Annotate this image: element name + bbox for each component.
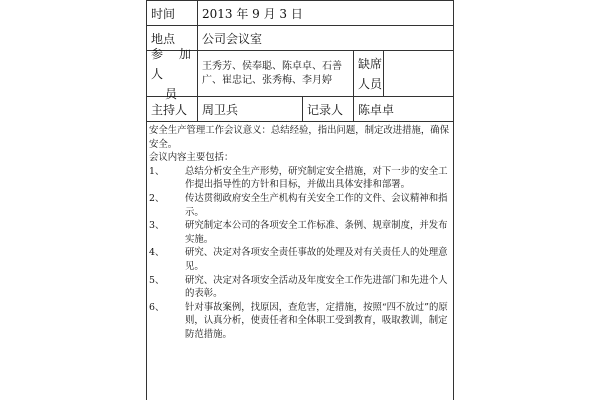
recorder-label-cell (303, 97, 354, 121)
time-value: 2013 年 9 月 3 日 (202, 6, 303, 21)
agenda-item-text: 针对事故案例，找原因，查危害，定措施，按照“四不放过”的原则，认真分析，使责任者和全体职工受到教育，吸取教训，制定防范措施。 (185, 301, 448, 340)
agenda-item (149, 246, 451, 273)
attendees-label-line1: 参 加 人 (151, 46, 197, 81)
time-row (147, 0, 453, 26)
agenda-item (149, 192, 451, 219)
time-label-cell (147, 1, 198, 25)
agenda-item-text: 研究制定本公司的各项安全工作标准、条例、规章制度，并发布实施。 (185, 220, 448, 245)
host-value-cell (198, 97, 303, 121)
host-value: 周卫兵 (202, 102, 239, 117)
absent-label-line2: 人员 (358, 76, 383, 91)
time-value-cell (198, 1, 453, 25)
agenda-item (149, 219, 451, 246)
host-label-cell (147, 97, 198, 121)
place-value: 公司会议室 (202, 31, 263, 46)
attendees-row (147, 46, 453, 101)
agenda-item-number: 5、 (149, 274, 165, 286)
attendees-value-cell (198, 51, 354, 96)
attendees-label-line2: 员 (164, 86, 183, 101)
absent-label-line1: 缺席 (358, 56, 383, 71)
recorder-value-cell (354, 97, 453, 121)
agenda-item-text: 研究、决定对各项安全责任事故的处理及对有关责任人的处理意见。 (185, 247, 448, 272)
host-row (147, 97, 453, 122)
place-value-cell (198, 26, 453, 50)
recorder-label: 记录人 (307, 102, 344, 117)
agenda-item (149, 301, 451, 342)
meeting-significance: 安全生产管理工作会议意义：总结经验，指出问题，制定改进措施，确保安全。 (149, 125, 450, 150)
absent-value-cell (384, 51, 453, 96)
agenda-item-number: 4、 (149, 247, 165, 259)
agenda-item-number: 3、 (149, 220, 165, 232)
absent-label-cell (354, 51, 384, 96)
attendees-value: 王秀芳、侯奉聪、陈卓卓、石善广、崔忠记、张秀梅、李月婷 (202, 60, 342, 86)
place-label: 地点 (151, 31, 176, 46)
agenda-item (149, 165, 451, 192)
attendees-label-cell (147, 46, 198, 101)
agenda-item-number: 1、 (149, 165, 165, 177)
meeting-content (149, 124, 451, 342)
agenda-heading: 会议内容主要包括： (149, 152, 234, 164)
time-label: 时间 (151, 6, 176, 21)
recorder-value: 陈卓卓 (358, 102, 395, 117)
agenda-item-text: 研究、决定对各项安全活动及年度安全工作先进部门和先进个人的表彰。 (185, 274, 448, 300)
agenda-item (149, 274, 451, 301)
agenda-item-number: 2、 (149, 192, 165, 204)
agenda-item-text: 总结分析安全生产形势，研究制定安全措施，对下一步的安全工作提出指导性的方针和目标，并做出具体安排和部署。 (185, 165, 448, 191)
agenda-item-text: 传达贯彻政府安全生产机构有关安全工作的文件、会议精神和指示。 (185, 192, 448, 218)
meeting-record-form (146, 0, 454, 400)
agenda-item-number: 6、 (149, 301, 165, 313)
host-label: 主持人 (151, 102, 188, 117)
